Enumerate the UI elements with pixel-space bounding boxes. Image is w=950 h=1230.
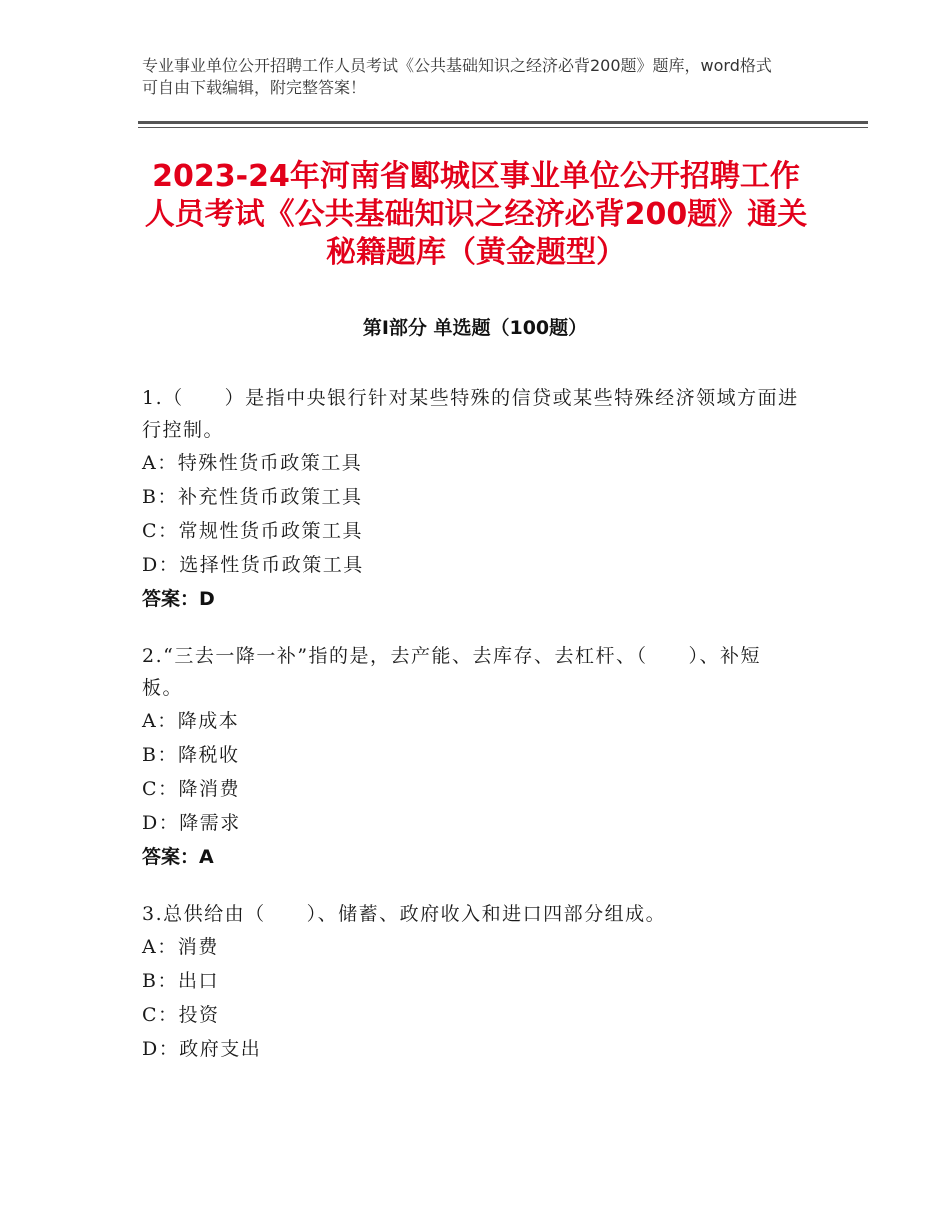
answer: 答案：A	[142, 846, 214, 868]
option-b: B：补充性货币政策工具	[142, 486, 363, 508]
header-note: 专业事业单位公开招聘工作人员考试《公共基础知识之经济必背200题》题库，word格式可自由下载编辑，附完整答案！	[142, 56, 772, 97]
option-d: D：选择性货币政策工具	[142, 554, 364, 576]
question-1	[142, 382, 802, 616]
option-a: A：特殊性货币政策工具	[142, 452, 363, 474]
option-c: C：常规性货币政策工具	[142, 520, 364, 542]
answer: 答案：D	[142, 588, 215, 610]
question-3	[142, 898, 802, 1066]
option-a: A：降成本	[142, 710, 240, 732]
option-d: D：降需求	[142, 812, 241, 834]
question-stem: 3.总供给由（ ）、储蓄、政府收入和进口四部分组成。	[142, 903, 667, 925]
option-c: C：降消费	[142, 778, 241, 800]
question-list	[142, 382, 802, 1090]
option-c: C：投资	[142, 1004, 220, 1026]
option-d: D：政府支出	[142, 1038, 262, 1060]
question-stem: 1.（ ）是指中央银行针对某些特殊的信贷或某些特殊经济领域方面进行控制。	[142, 387, 799, 441]
header-divider-thick	[138, 121, 868, 124]
section-heading: 第Ⅰ部分 单选题（100题）	[362, 317, 588, 339]
header-divider-thin	[138, 127, 868, 128]
option-a: A：消费	[142, 936, 219, 958]
document-title: 2023-24年河南省郾城区事业单位公开招聘工作人员考试《公共基础知识之经济必背200题》通关秘籍题库（黄金题型）	[144, 159, 808, 270]
question-2	[142, 640, 802, 874]
option-b: B：降税收	[142, 744, 240, 766]
question-stem: 2.“三去一降一补”指的是，去产能、去库存、去杠杆、（ ）、补短板。	[142, 645, 762, 699]
option-b: B：出口	[142, 970, 219, 992]
